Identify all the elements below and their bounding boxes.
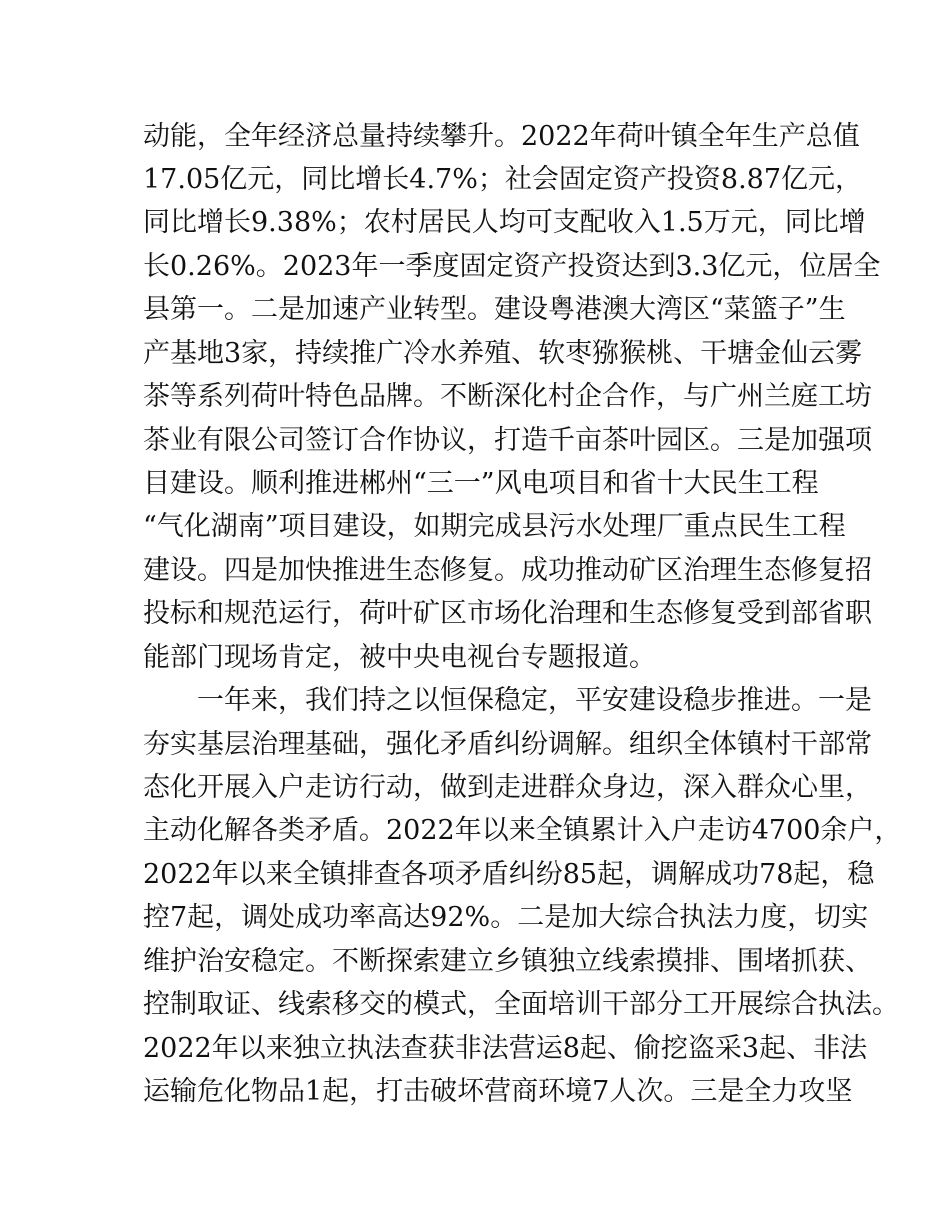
text-line: 维护治安稳定。不断探索建立乡镇独立线索摸排、围堵抓获、 [143,946,872,977]
text-line: 县第一。二是加速产业转型。建设粤港澳大湾区“菜篮子”生 [143,294,846,325]
text-line: 同比增长9.38%；农村居民人均可支配收入1.5万元，同比增 [143,207,866,238]
text-line: 夯实基层治理基础，强化矛盾纠纷调解。组织全体镇村干部常 [143,729,872,760]
text-line: 能部门现场肯定，被中央电视台专题报道。 [143,642,656,673]
text-line: “气化湖南”项目建设，如期完成县污水处理厂重点民生工程 [143,511,846,542]
text-line: 运输危化物品1起，打击破坏营商环境7人次。三是全力攻坚 [143,1076,853,1107]
text-line: 控7起，调处成功率高达92%。二是加大综合执法力度，切实 [143,902,869,933]
text-line: 产基地3家，持续推广冷水养殖、软枣猕猴桃、干塘金仙云雾 [143,338,863,369]
text-line: 主动化解各类矛盾。2022年以来全镇累计入户走访4700余户， [143,815,902,846]
text-line: 茶业有限公司签订合作协议，打造千亩茶叶园区。三是加强项 [143,425,872,456]
text-line: 投标和规范运行，荷叶矿区市场化治理和生态修复受到部省职 [143,598,872,629]
paragraph-first-line: 一年来，我们持之以恒保稳定，平安建设稳步推进。一是 [197,685,872,716]
text-line: 茶等系列荷叶特色品牌。不断深化村企合作，与广州兰庭工坊 [143,381,872,412]
text-line: 控制取证、线索移交的模式，全面培训干部分工开展综合执法。 [143,989,899,1020]
text-line: 长0.26%。2023年一季度固定资产投资达到3.3亿元，位居全 [143,251,881,282]
text-line: 建设。四是加快推进生态修复。成功推动矿区治理生态修复招 [143,555,872,586]
text-line: 目建设。顺利推进郴州“三一”风电项目和省十大民生工程 [143,468,819,499]
text-line: 17.05亿元，同比增长4.7%；社会固定资产投资8.87亿元， [143,164,863,195]
text-line: 2022年以来全镇排查各项矛盾纠纷85起，调解成功78起，稳 [143,859,875,890]
text-line: 2022年以来独立执法查获非法营运8起、偷挖盗采3起、非法 [143,1033,868,1064]
text-line: 动能，全年经济总量持续攀升。2022年荷叶镇全年生产总值 [143,121,860,152]
text-line: 态化开展入户走访行动，做到走进群众身边，深入群众心里， [143,772,872,803]
